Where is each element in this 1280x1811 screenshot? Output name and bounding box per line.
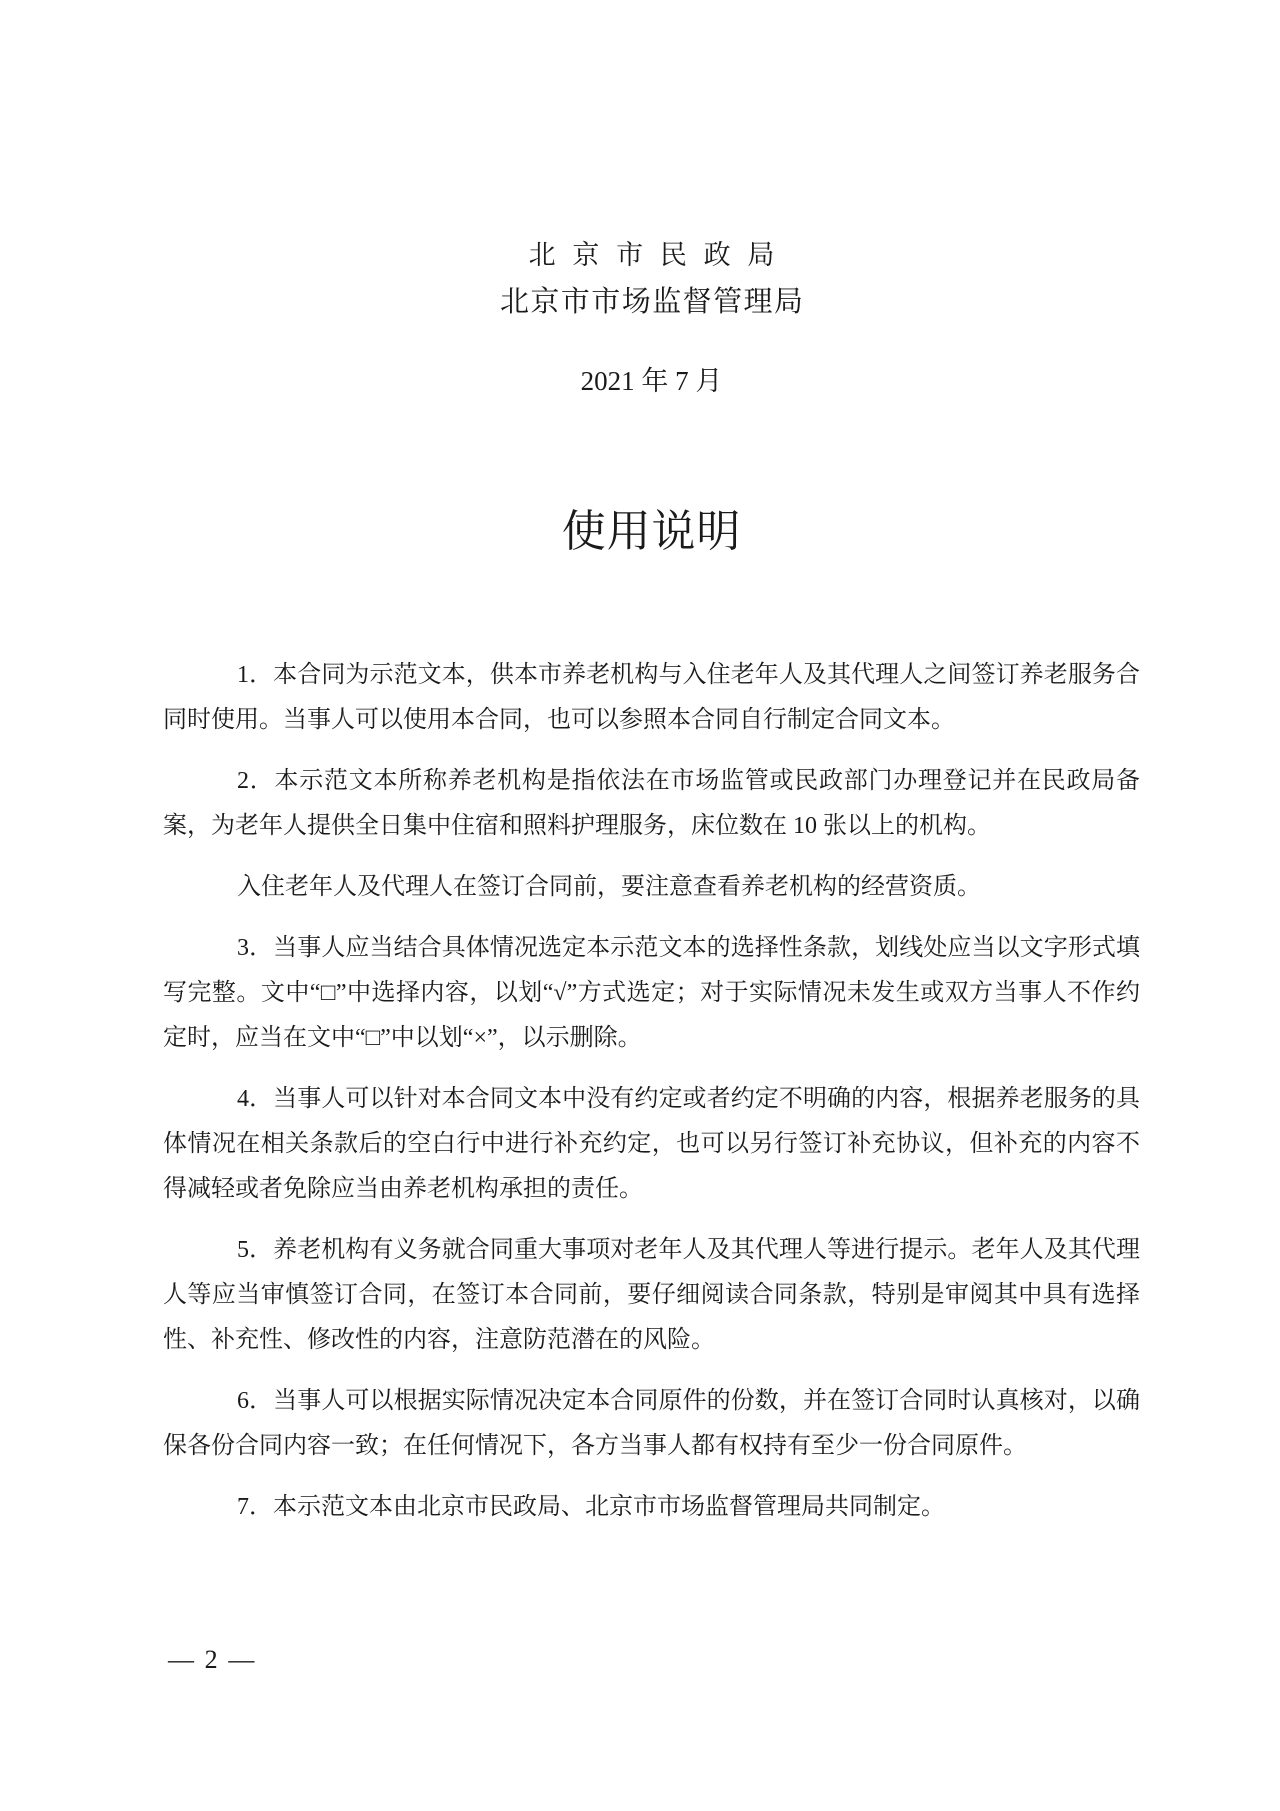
- section-title-usage-instructions: 使用说明: [561, 506, 742, 557]
- instruction-paragraph-6: 6．当事人可以根据实际情况决定本合同原件的份数，并在签订合同时认真核对，以确保各份合同内容一致；在任何情况下，各方当事人都有权持有至少一份合同原件。: [163, 1388, 1140, 1459]
- instruction-paragraph-5: 5．养老机构有义务就合同重大事项对老年人及其代理人等进行提示。老年人及其代理人等应当审慎签订合同，在签订本合同前，要仔细阅读合同条款，特别是审阅其中具有选择性、补充性、修改性的内容，注意防范潜在的风险。: [163, 1237, 1140, 1353]
- instruction-paragraph-7: 7．本示范文本由北京市民政局、北京市市场监督管理局共同制定。: [237, 1494, 945, 1520]
- page-number: — 2 —: [168, 1645, 257, 1674]
- document-body: [163, 653, 1140, 1530]
- instruction-paragraph-1: 1．本合同为示范文本，供本市养老机构与入住老年人及其代理人之间签订养老服务合同时使用。当事人可以使用本合同，也可以参照本合同自行制定合同文本。: [163, 662, 1140, 733]
- issuing-org-market-regulation-bureau: 北京市市场监督管理局: [499, 286, 805, 318]
- instruction-paragraph-2: 2．本示范文本所称养老机构是指依法在市场监管或民政部门办理登记并在民政局备案，为老年人提供全日集中住宿和照料护理服务，床位数在 10 张以上的机构。: [163, 768, 1140, 839]
- document-header: [163, 240, 1140, 396]
- instruction-paragraph-4: 4．当事人可以针对本合同文本中没有约定或者约定不明确的内容，根据养老服务的具体情况在相关条款后的空白行中进行补充约定，也可以另行签订补充协议，但补充的内容不得减轻或者免除应当由养老机构承担的责任。: [163, 1086, 1140, 1202]
- issuing-org-civil-affairs-bureau: 北京市民政局: [528, 240, 792, 270]
- instruction-paragraph-2-note: 入住老年人及代理人在签订合同前，要注意查看养老机构的经营资质。: [237, 874, 981, 900]
- issue-date: 2021 年 7 月: [580, 366, 723, 396]
- instruction-paragraph-3: 3．当事人应当结合具体情况选定本示范文本的选择性条款，划线处应当以文字形式填写完整。文中“□”中选择内容，以划“√”方式选定；对于实际情况未发生或双方当事人不作约定时，应当在文中“□”中以划“×”，以示删除。: [163, 935, 1140, 1051]
